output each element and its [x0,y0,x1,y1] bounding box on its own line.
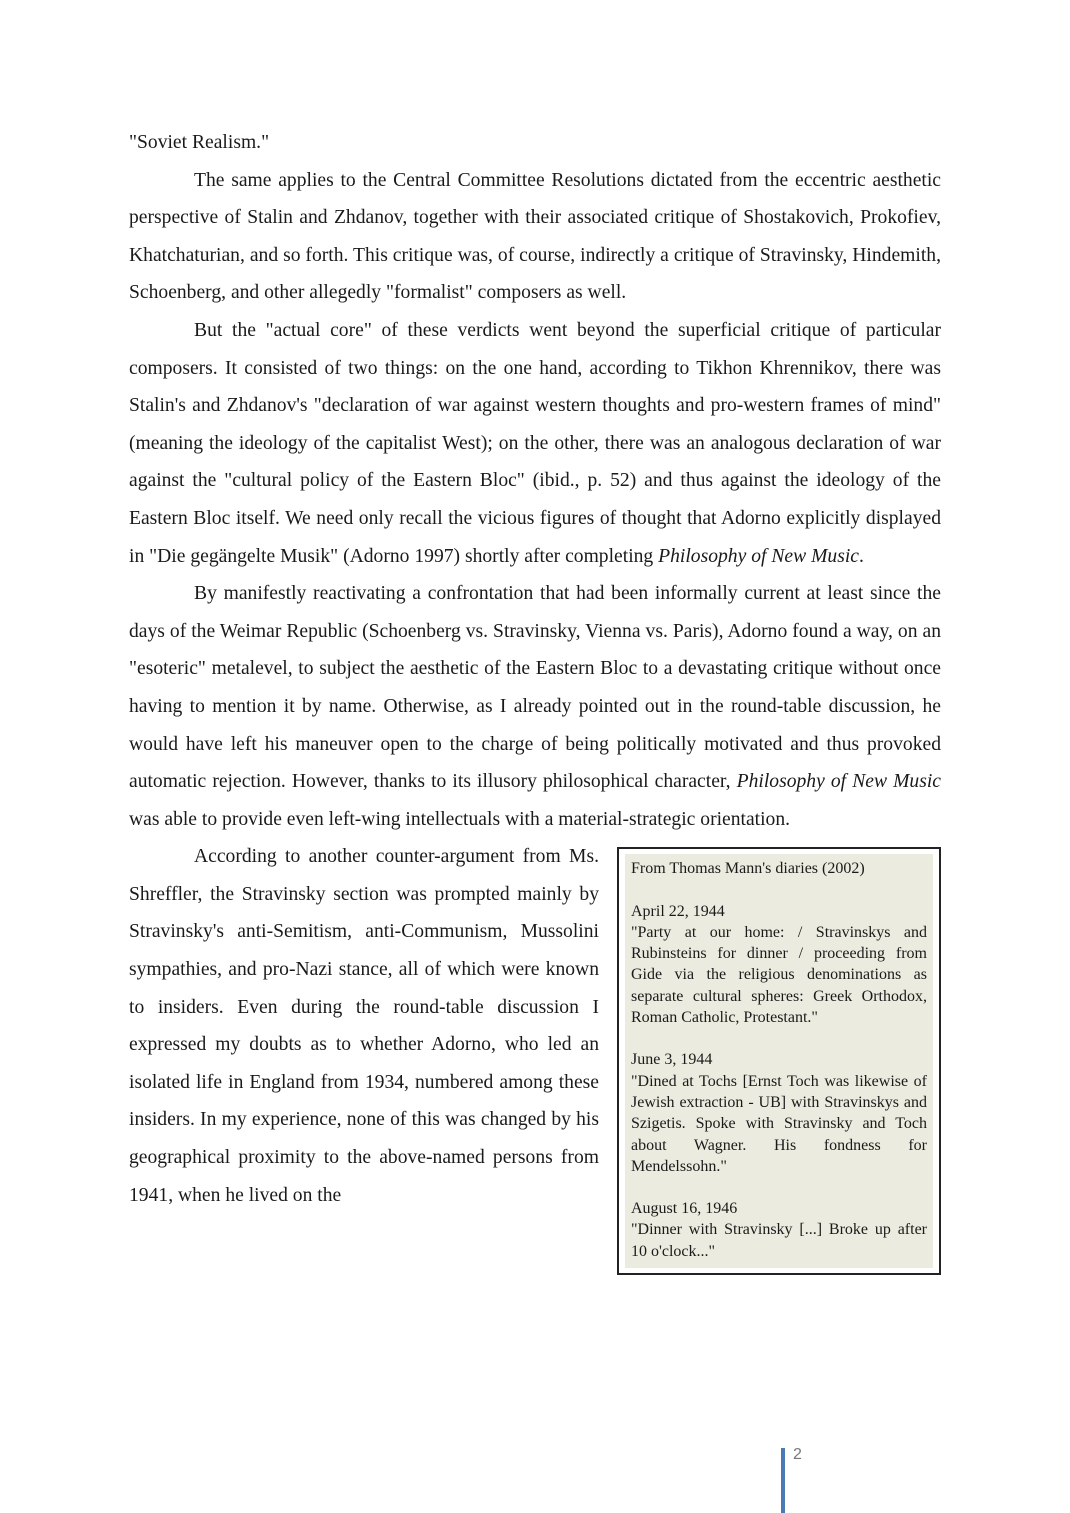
paragraph-reactivating-end: was able to provide even left-wing intellectuals with a material-strategic orientation. [129,808,791,830]
paragraph-shreffler: According to another counter-argument from Ms. Shreffler, the Stravinsky section was prompted mainly by Stravinsky's anti-Semitism, anti-Communism, Mussolini sympathies, and pro-Nazi stance, all of which were known to insiders. Even during the round-table discussion I expressed my doubts as to whether Adorno, who led an isolated life in England from 1934, numbered among these insiders. In my experience, none of this was changed by his geographical proximity to the above-named persons from 1941, when he lived on the [129,846,599,1206]
diary-entry-date: June 3, 1944 [631,1051,713,1069]
body-text [129,124,941,1283]
diary-entry [631,901,927,1029]
paragraph-actual-core-end: . [858,545,864,567]
paragraph-central-committee: The same applies to the Central Committee Resolutions dictated from the eccentric aesthetic perspective of Stalin and Zhdanov, together with their associated critique of Shostakovich, Prokofiev, Khatchaturian, and so forth. This critique was, of course, indirectly a critique of Stravinsky, Hindemith, Schoenberg, and other allegedly "formalist" composers as well. [129,169,941,304]
page-number: 2 [793,1446,802,1463]
book-title-italic: Philosophy of New Music [736,771,941,793]
book-title-italic: Philosophy of New Music [658,545,859,567]
diary-entry-date: August 16, 1946 [631,1200,738,1218]
diary-entry [631,1049,927,1177]
diary-entry-quote: "Party at our home: / Stravinskys and Rubinsteins for dinner / proceeding from Gide via the religious denominations as separate cultural spheres: Greek Orthodox, Roman Catholic, Protestant." [631,923,927,1027]
diary-sidebar-title: From Thomas Mann's diaries (2002) [631,860,865,878]
paragraph-actual-core [129,312,941,575]
diary-entry-date: April 22, 1944 [631,902,725,920]
paragraph-reactivating [129,575,941,838]
diary-entry [631,1198,927,1262]
diary-entry-quote: "Dinner with Stravinsky [...] Broke up after 10 o'clock..." [631,1221,927,1260]
paragraph-reactivating-text: By manifestly reactivating a confrontation that had been informally current at least since the days of the Weimar Republic (Schoenberg vs. Stravinsky, Vienna vs. Paris), Adorno found a way, on an "esoteric" metalevel, to subject the aesthetic of the Eastern Bloc to a devastating critique without once having to mention it by name. Otherwise, as I already pointed out in the round-table discussion, he would have left his maneuver open to the charge of being politically motivated and thus provoked automatic rejection. However, thanks to its illusory philosophical character, [129,583,941,793]
paragraph-actual-core-text: But the "actual core" of these verdicts went beyond the superficial critique of particular composers. It consisted of two things: on the one hand, according to Tikhon Khrennikov, there was Stalin's and Zhdanov's "declaration of war against western thoughts and pro-western frames of mind" (meaning the ideology of the capitalist West); on the other, there was an analogous declaration of war against the "cultural policy of the Eastern Bloc" (ibid., p. 52) and thus against the ideology of the Eastern Bloc itself. We need only recall the vicious figures of thought that Adorno explicitly displayed in "Die gegängelte Musik" (Adorno 1997) shortly after completing [129,319,941,567]
footer-accent-bar [781,1448,785,1513]
diary-sidebar-box [617,847,941,1275]
paragraph-soviet-realism: "Soviet Realism." [129,132,270,153]
diary-entry-quote: "Dined at Tochs [Ernst Toch was likewise of Jewish extraction - UB] with Stravinskys and Szigetis. Spoke with Stravinsky and Toch about Wagner. His fondness for Mendelssohn." [631,1072,927,1175]
diary-sidebar-content [625,854,933,1268]
